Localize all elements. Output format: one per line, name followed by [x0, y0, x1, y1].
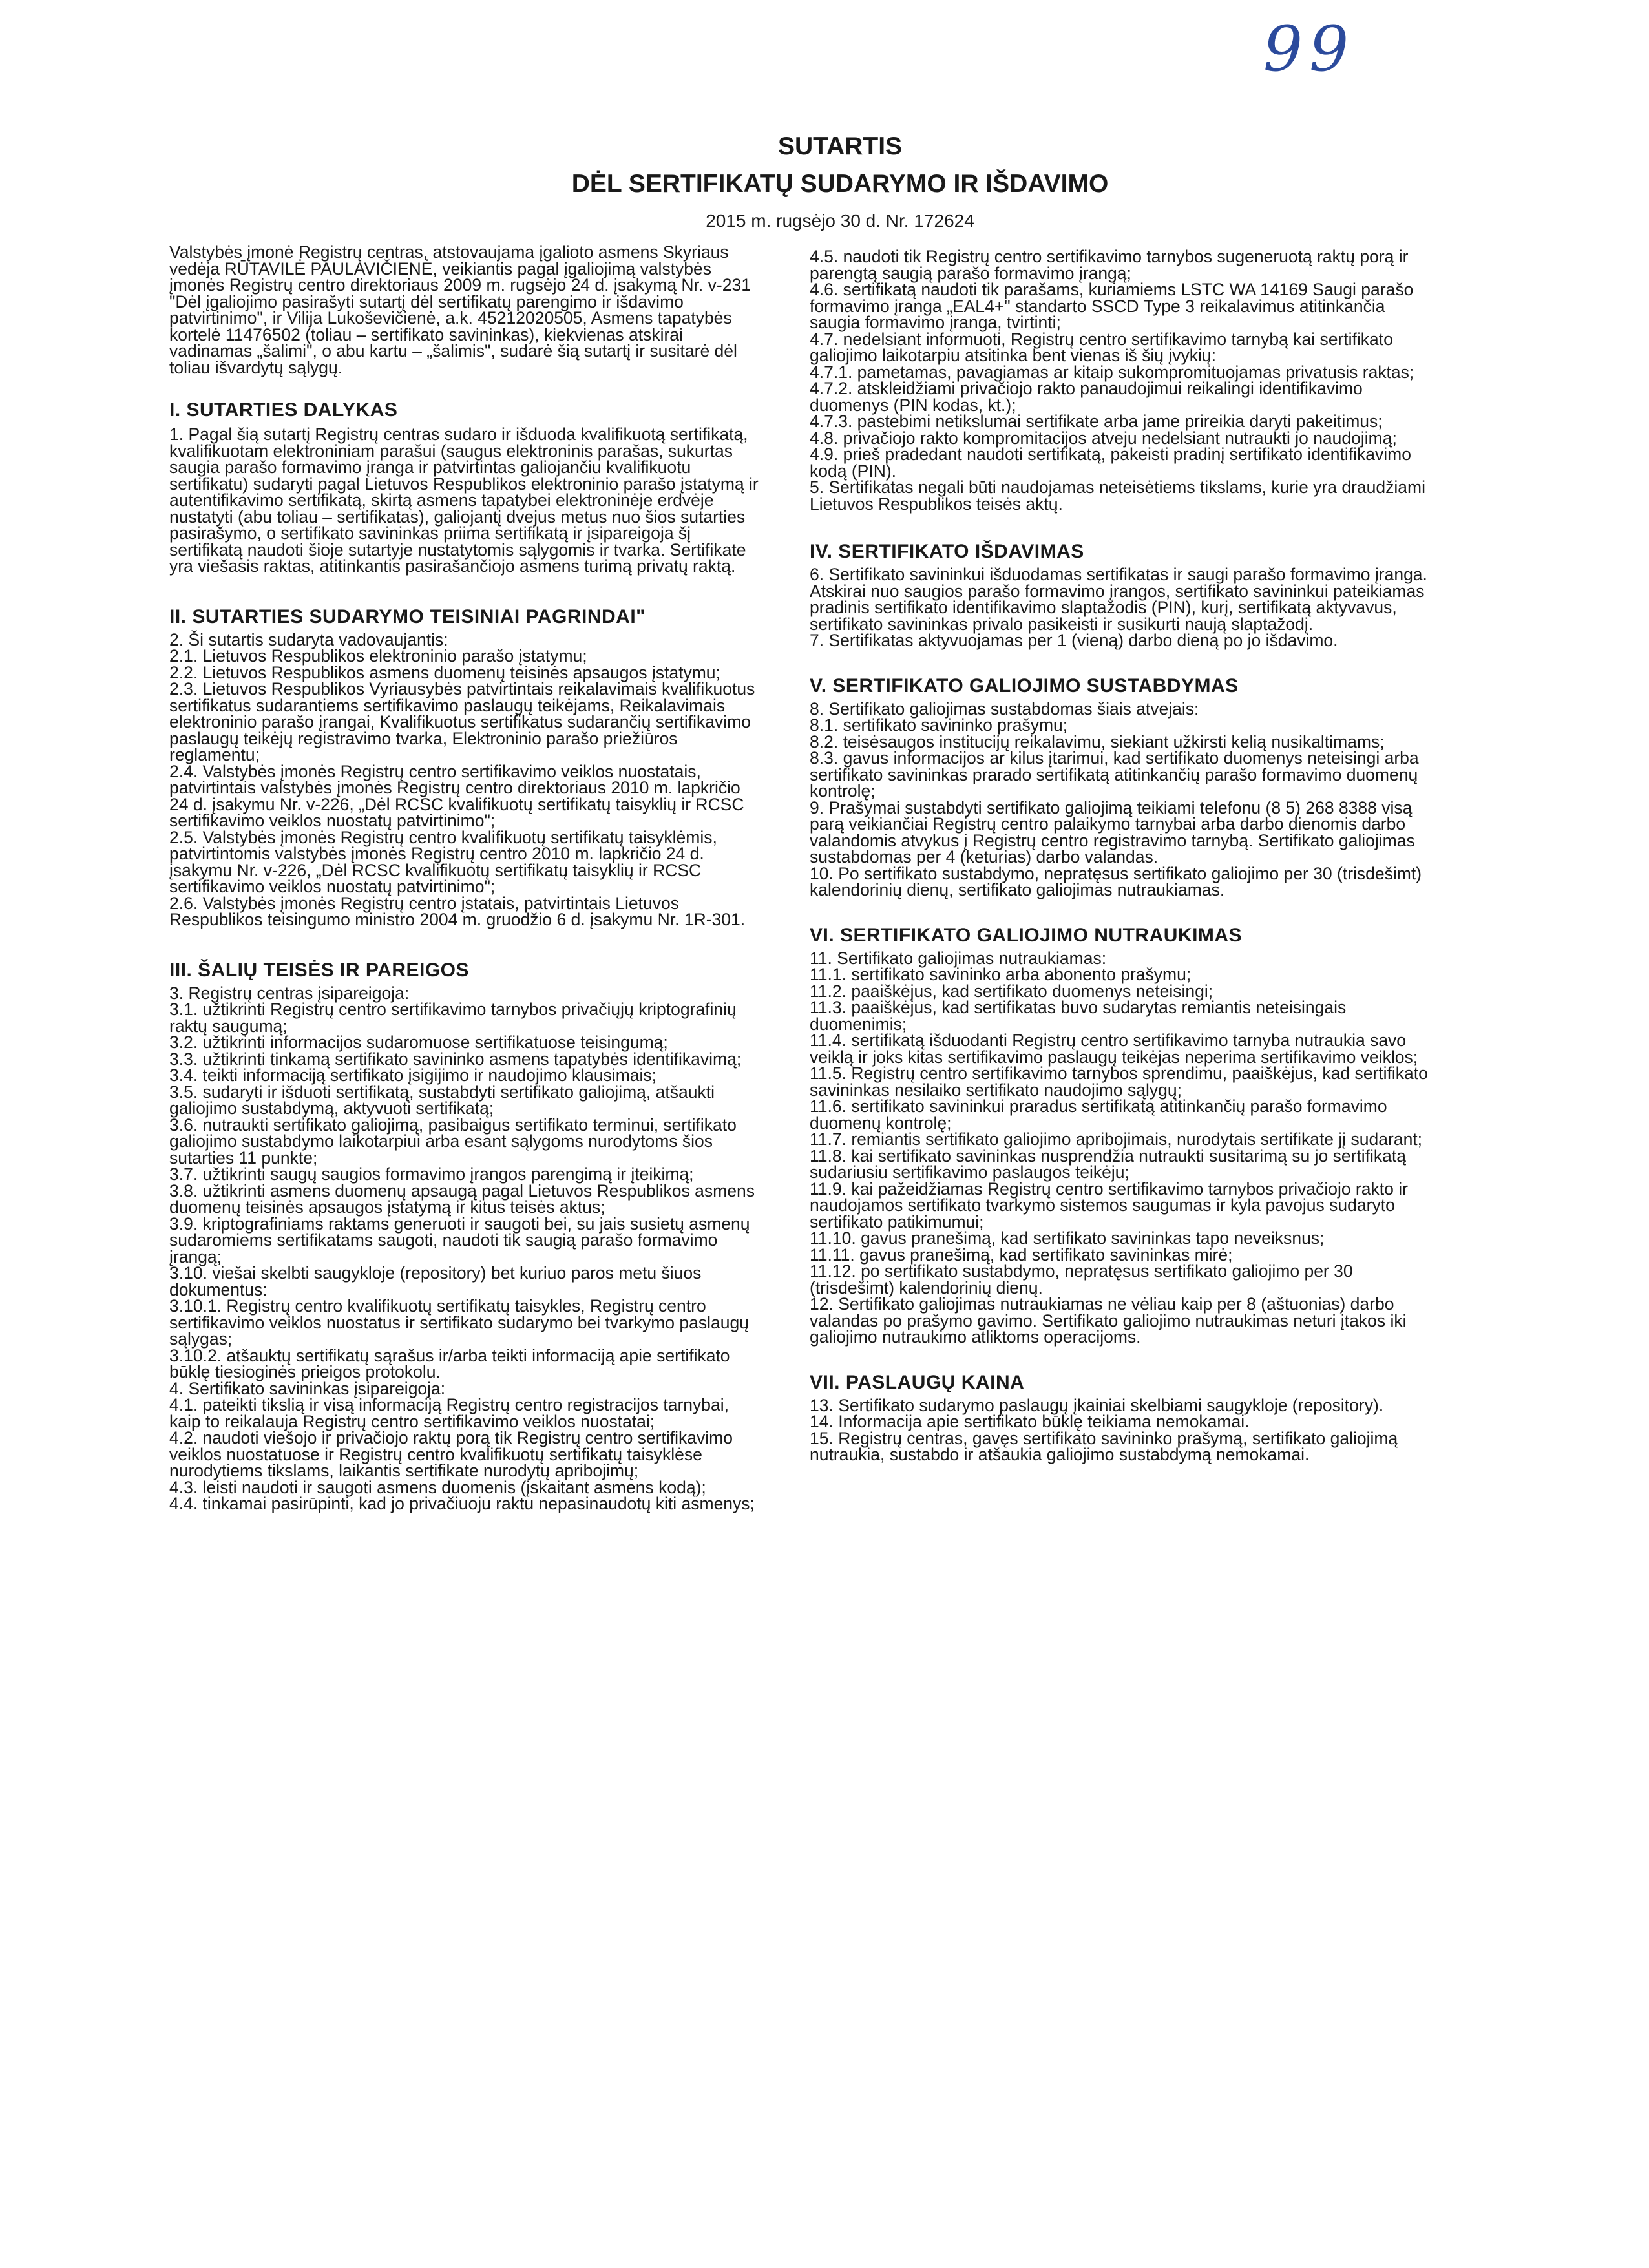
section-3-item: 3.10.1. Registrų centro kvalifikuotų sertifikatų taisykles, Registrų centro sertifikavimo veiklos nuostatus ir sertifikato sudarymo bei tvarkymo paslaugų sąlygas;: [169, 1296, 749, 1349]
section-5-item: 8.2. teisėsaugos institucijų reikalavimu, siekiant užkirsti kelią nusikaltimams;: [810, 731, 1385, 751]
section-3-title: III. ŠALIŲ TEISĖS IR PAREIGOS: [169, 959, 470, 981]
section-4-item: 7. Sertifikatas aktyvuojamas per 1 (vieną) darbo dieną po jo išdavimo.: [810, 631, 1338, 650]
section-6-item: 11.4. sertifikatą išduodanti Registrų centro sertifikavimo tarnyba nutraukia savo veiklą ir joks kitas sertifikavimo paslaugų teikėjas neperima sertifikavimo veiklos;: [810, 1031, 1418, 1067]
section-3-item: 4.1. pateikti tikslią ir visą informaciją Registrų centro registracijos tarnybai, kaip to reikalauja Registrų centro sertifikavimo veiklos nuostatai;: [169, 1395, 729, 1431]
section-1: [169, 399, 764, 575]
section-3-item: 4.7.1. pametamas, pavagiamas ar kitaip sukompromituojamas privatusis raktas;: [810, 362, 1414, 382]
section-2-title: II. SUTARTIES SUDARYMO TEISINIAI PAGRINDAI": [169, 605, 646, 627]
section-6-item: 11.6. sertifikato savininkui praradus sertifikatą atitinkančių parašo formavimo duomenų kontrolę;: [810, 1097, 1387, 1133]
section-2-item: 2.1. Lietuvos Respublikos elektroninio parašo įstatymu;: [169, 646, 587, 666]
section-2-item: 2.3. Lietuvos Respublikos Vyriausybės patvirtintais reikalavimais kvalifikuotus sertifikatus sudarantiems sertifikavimo paslaugų teikėjams, Reikalavimais elektroninio parašo įrangai, Kvalifikuotus sertifikatus sudarančių sertifikavimo paslaugų teikėjų registravimo tvarka, Elektroninio parašo priežiūros reglamentu;: [169, 679, 755, 764]
section-3-item: 4.4. tinkamai pasirūpinti, kad jo privačiuoju raktu nepasinaudotų kiti asmenys;: [169, 1494, 755, 1513]
section-3-item: 4.6. sertifikatą naudoti tik parašams, kuriamiems LSTC WA 14169 Saugi parašo formavimo įranga „EAL4+" standarto SSCD Type 3 reikalavimus atitinkančia saugia formavimo įranga, tvirtinti;: [810, 280, 1414, 332]
section-3: [169, 960, 764, 1513]
section-3-item: 3. Registrų centras įsipareigoja:: [169, 983, 410, 1003]
section-3-item: 3.10.2. atšauktų sertifikatų sąrašus ir/arba teikti informaciją apie sertifikato būklę tiesioginės prieigos protokolu.: [169, 1345, 730, 1381]
section-6-item: 11.11. gavus pranešimą, kad sertifikato savininkas mirė;: [810, 1244, 1233, 1265]
right-column: [810, 249, 1430, 1464]
section-3-item: 3.8. užtikrinti asmens duomenų apsaugą pagal Lietuvos Respublikos asmens duomenų teisinės apsaugos įstatymą ir kitus teisės aktus;: [169, 1181, 755, 1217]
section-6-item: 11.7. remiantis sertifikato galiojimo apribojimais, nurodytais sertifikate jį sudarant;: [810, 1129, 1423, 1149]
section-3-item: 3.1. užtikrinti Registrų centro sertifikavimo tarnybos privačiųjų kriptografinių raktų saugumą;: [169, 1000, 737, 1036]
section-3-item: 4.7.3. pastebimi netikslumai sertifikate arba jame prireikia daryti pakeitimus;: [810, 412, 1383, 431]
section-3-item: 3.2. užtikrinti informacijos sudaromuose sertifikatuose teisingumą;: [169, 1033, 668, 1052]
section-4: [810, 541, 1430, 649]
section-5-title: V. SERTIFIKATO GALIOJIMO SUSTABDYMAS: [810, 675, 1239, 697]
section-5-item: 8. Sertifikato galiojimas sustabdomas šiais atvejais:: [810, 698, 1199, 719]
section-7: [810, 1372, 1430, 1464]
section-3-item: 3.10. viešai skelbti saugykloje (repository) bet kuriuo paros metu šiuos dokumentus:: [169, 1263, 702, 1299]
section-4-title: IV. SERTIFIKATO IŠDAVIMAS: [810, 541, 1084, 562]
section-3-item: 4.8. privačiojo rakto kompromitacijos atveju nedelsiant nutraukti jo naudojimą;: [810, 428, 1397, 448]
section-5-item: 8.1. sertifikato savininko prašymu;: [810, 715, 1068, 735]
section-6: [810, 925, 1430, 1346]
section-5-item: 10. Po sertifikato sustabdymo, nepratęsus sertifikato galiojimo per 30 (trisdešimt) kalendorinių dienų, sertifikato galiojimas nutraukiamas.: [810, 863, 1422, 899]
section-6-item: 11.10. gavus pranešimą, kad sertifikato savininkas tapo neveiksnus;: [810, 1228, 1325, 1248]
section-2: [169, 606, 764, 929]
section-3-item: 3.3. užtikrinti tinkamą sertifikato savininko asmens tapatybės identifikavimą;: [169, 1049, 742, 1069]
section-3-item: 3.7. užtikrinti saugų saugios formavimo įrangos parengimą ir įteikimą;: [169, 1164, 694, 1184]
section-3-item: 4.2. naudoti viešojo ir privačiojo raktų porą tik Registrų centro sertifikavimo veiklos nuostatuose ir Registrų centro kvalifikuotų sertifikatų taisyklėse nurodytiems tikslams, laikantis sertifikate nurodytų apribojimų;: [169, 1428, 733, 1480]
section-2-item: 2.6. Valstybės įmonės Registrų centro įstatais, patvirtintais Lietuvos Respublikos teisingumo ministro 2004 m. gruodžio 6 d. įsakymu Nr. 1R-301.: [169, 893, 746, 929]
section-3-item: 4.9. prieš pradedant naudoti sertifikatą, pakeisti pradinį sertifikato identifikavimo kodą (PIN).: [810, 445, 1411, 481]
section-3-item: 4.7.2. atskleidžiami privačiojo rakto panaudojimui reikalingi identifikavimo duomenys (PIN kodas, kt.);: [810, 379, 1363, 415]
left-column: [169, 244, 764, 1513]
section-6-item: 11.3. paaiškėjus, kad sertifikatas buvo sudarytas remiantis neteisingais duomenimis;: [810, 998, 1347, 1034]
intro-paragraph: Valstybės įmonė Registrų centras, atstovaujama įgalioto asmens Skyriaus vedėja RŪTAVILĖ PAULAVIČIENĖ, veikiantis pagal įgaliojimą valstybės įmonės Registrų centro direktoriaus 2009 m. rugsėjo 24 d. įsakymą Nr. v-231 "Dėl įgaliojimo pasirašyti sutartį dėl sertifikatų parengimo ir išdavimo patvirtinimo", ir Vilija Lukoševičienė, a.k. 45212020505, Asmens tapatybės kortelė 11476502 (toliau – sertifikato savininkas), kiekvienas atskirai vadinamas „šalimi", o abu kartu – „šalimis", sudarė šią sutartį ir susitarė dėl toliau išvardytų sąlygų.: [169, 242, 751, 377]
section-5: [810, 675, 1430, 899]
document-subtitle: DĖL SERTIFIKATŲ SUDARYMO IR IŠDAVIMO: [571, 170, 1109, 198]
section-5-item: 8.3. gavus informacijos ar kilus įtarimui, kad sertifikato duomenys neteisingi arba sertifikato savininkas prarado sertifikatą atitinkančių parašo formavimo duomenų kontrolę;: [810, 748, 1419, 801]
section-5-item: 9. Prašymai sustabdyti sertifikato galiojimą teikiami telefonu (8 5) 268 8388 visą parą veikiančiai Registrų centro palaikymo tarnybai arba darbo dienomis darbo valandomis atvykus į Registrų centro registravimo tarnybą. Sertifikato galiojimas sustabdomas per 4 (keturias) darbo valandas.: [810, 797, 1415, 866]
section-6-item: 11.2. paaiškėjus, kad sertifikato duomenys neteisingi;: [810, 981, 1213, 1001]
section-7-item: 13. Sertifikato sudarymo paslaugų įkainiai skelbiami saugykloje (repository).: [810, 1395, 1384, 1415]
section-3-item: 4.3. leisti naudoti ir saugoti asmens duomenis (įskaitant asmens kodą);: [169, 1477, 706, 1497]
handwritten-page-number: 99: [1263, 13, 1356, 85]
section-2-item: 2.5. Valstybės įmonės Registrų centro kvalifikuotų sertifikatų taisyklėmis, patvirtintomis valstybės įmonės Registrų centro 2010 m. lapkričio 24 d. įsakymu Nr. v-226, „Dėl RCSC kvalifikuotų sertifikatų taisyklių ir RCSC sertifikavimo veiklos nuostatų patvirtinimo";: [169, 827, 717, 896]
section-3-item: 4.5. naudoti tik Registrų centro sertifikavimo tarnybos sugeneruotą raktų porą ir parengtą saugią parašo formavimo įrangą;: [810, 247, 1409, 283]
section-3-item: 5. Sertifikatas negali būti naudojamas neteisėtiems tikslams, kurie yra draudžiami Lietuvos Respublikos teisės aktų.: [810, 478, 1425, 514]
section-3-item: 4. Sertifikato savininkas įsipareigoja:: [169, 1378, 446, 1398]
section-2-item: 2.2. Lietuvos Respublikos asmens duomenų teisinės apsaugos įstatymu;: [169, 662, 720, 682]
section-2-item: 2.4. Valstybės įmonės Registrų centro sertifikavimo veiklos nuostatais, patvirtintais valstybės įmonės Registrų centro direktoriaus 2010 m. lapkričio 24 d. įsakymu Nr. v-226, „Dėl RCSC kvalifikuotų sertifikatų taisyklių ir RCSC sertifikavimo veiklos nuostatų patvirtinimo";: [169, 761, 744, 830]
section-6-item: 12. Sertifikato galiojimas nutraukiamas ne vėliau kaip per 8 (aštuonias) darbo valandas po prašymo gavimo. Sertifikato galiojimo nutraukimas neturi įtakos iki galiojimo nutraukimo atliktoms operacijoms.: [810, 1294, 1407, 1347]
section-6-item: 11.12. po sertifikato sustabdymo, nepratęsus sertifikato galiojimo per 30 (trisdešimt) kalendorinių dienų.: [810, 1261, 1353, 1297]
section-3-item: 3.5. sudaryti ir išduoti sertifikatą, sustabdyti sertifikato galiojimą, atšaukti galiojimo sustabdymą, aktyvuoti sertifikatą;: [169, 1082, 715, 1118]
section-3-item: 3.9. kriptografiniams raktams generuoti ir saugoti bei, su jais susietų asmenų sudaromiems sertifikatams saugoti, naudoti tik saugią parašo formavimo įrangą;: [169, 1213, 750, 1266]
section-6-item: 11.8. kai sertifikato savininkas nusprendžia nutraukti susitarimą su jo sertifikatą sudariusiu sertifikavimo paslaugos teikėju;: [810, 1146, 1407, 1182]
section-4-item: 6. Sertifikato savininkui išduodamas sertifikatas ir saugi parašo formavimo įranga. Atskirai nuo saugios parašo formavimo įrangos, sertifikato savininkui pateikiamas pradinis sertifikato identifikavimo slaptažodis (PIN), kurį, sertifikatą aktyvavus, sertifikato savininkas privalo pasikeisti ir susikurti naują slaptažodį.: [810, 565, 1427, 634]
section-3-continued: [810, 249, 1430, 512]
section-3-item: 3.4. teikti informaciją sertifikato įsigijimo ir naudojimo klausimais;: [169, 1066, 657, 1085]
document-title: SUTARTIS: [777, 132, 903, 160]
section-3-item: 4.7. nedelsiant informuoti, Registrų centro sertifikavimo tarnybą kai sertifikato galiojimo laikotarpiu atsitinka bent vienas iš šių įvykių:: [810, 329, 1393, 365]
section-7-item: 14. Informacija apie sertifikato būklę teikiama nemokamai.: [810, 1412, 1250, 1431]
section-6-item: 11. Sertifikato galiojimas nutraukiamas:: [810, 948, 1107, 968]
section-6-item: 11.1. sertifikato savininko arba abonento prašymu;: [810, 965, 1192, 984]
section-7-item: 15. Registrų centras, gavęs sertifikato savininko prašymą, sertifikato galiojimą nutraukia, sustabdo ir atšaukia galiojimo sustabdymą nemokamai.: [810, 1428, 1398, 1464]
section-6-item: 11.5. Registrų centro sertifikavimo tarnybos sprendimu, paaiškėjus, kad sertifikato savininkas nesilaiko sertifikato naudojimo sąlygų;: [810, 1064, 1428, 1100]
section-2-item: 2. Ši sutartis sudaryta vadovaujantis:: [169, 629, 448, 649]
section-7-title: VII. PASLAUGŲ KAINA: [810, 1371, 1025, 1393]
section-6-title: VI. SERTIFIKATO GALIOJIMO NUTRAUKIMAS: [810, 924, 1243, 946]
section-1-title: I. SUTARTIES DALYKAS: [169, 399, 398, 421]
section-6-item: 11.9. kai pažeidžiamas Registrų centro sertifikavimo tarnybos privačiojo rakto ir naudojamos sertifikato tvarkymo sistemos saugumas ir kyla pavojus sudaryto sertifikato patikimumui;: [810, 1179, 1408, 1232]
section-3-item: 3.6. nutraukti sertifikato galiojimą, pasibaigus sertifikato terminui, sertifikato galiojimo sustabdymo laikotarpiui arba esant sąlygoms nurodytoms šios sutarties 11 punkte;: [169, 1115, 737, 1168]
section-1-item: 1. Pagal šią sutartį Registrų centras sudaro ir išduoda kvalifikuotą sertifikatą, kvalifikuotam elektroniniam parašui (saugus elektroninis parašas, sukurtas saugia parašo formavimo įranga ir patvirtintas galiojančiu kvalifikuotu sertifikatu) sudaryti pagal Lietuvos Respublikos elektroninio parašo įstatymą ir autentifikavimo sertifikatą, skirtą asmens tapatybei elektroninėje erdvėje nustatyti (abu toliau – sertifikatas), galiojantį dvejus metus nuo šios sutarties pasirašymo, o sertifikato savininkas priima sertifikatą ir įsipareigoja šį sertifikatą naudoti šioje sutartyje nustatytomis sąlygomis ir tvarka. Sertifikate yra viešasis raktas, atitinkantis pasirašančiojo asmens turimą privatų raktą.: [169, 425, 759, 576]
contract-date-number: 2015 m. rugsėjo 30 d. Nr. 172624: [706, 211, 974, 231]
